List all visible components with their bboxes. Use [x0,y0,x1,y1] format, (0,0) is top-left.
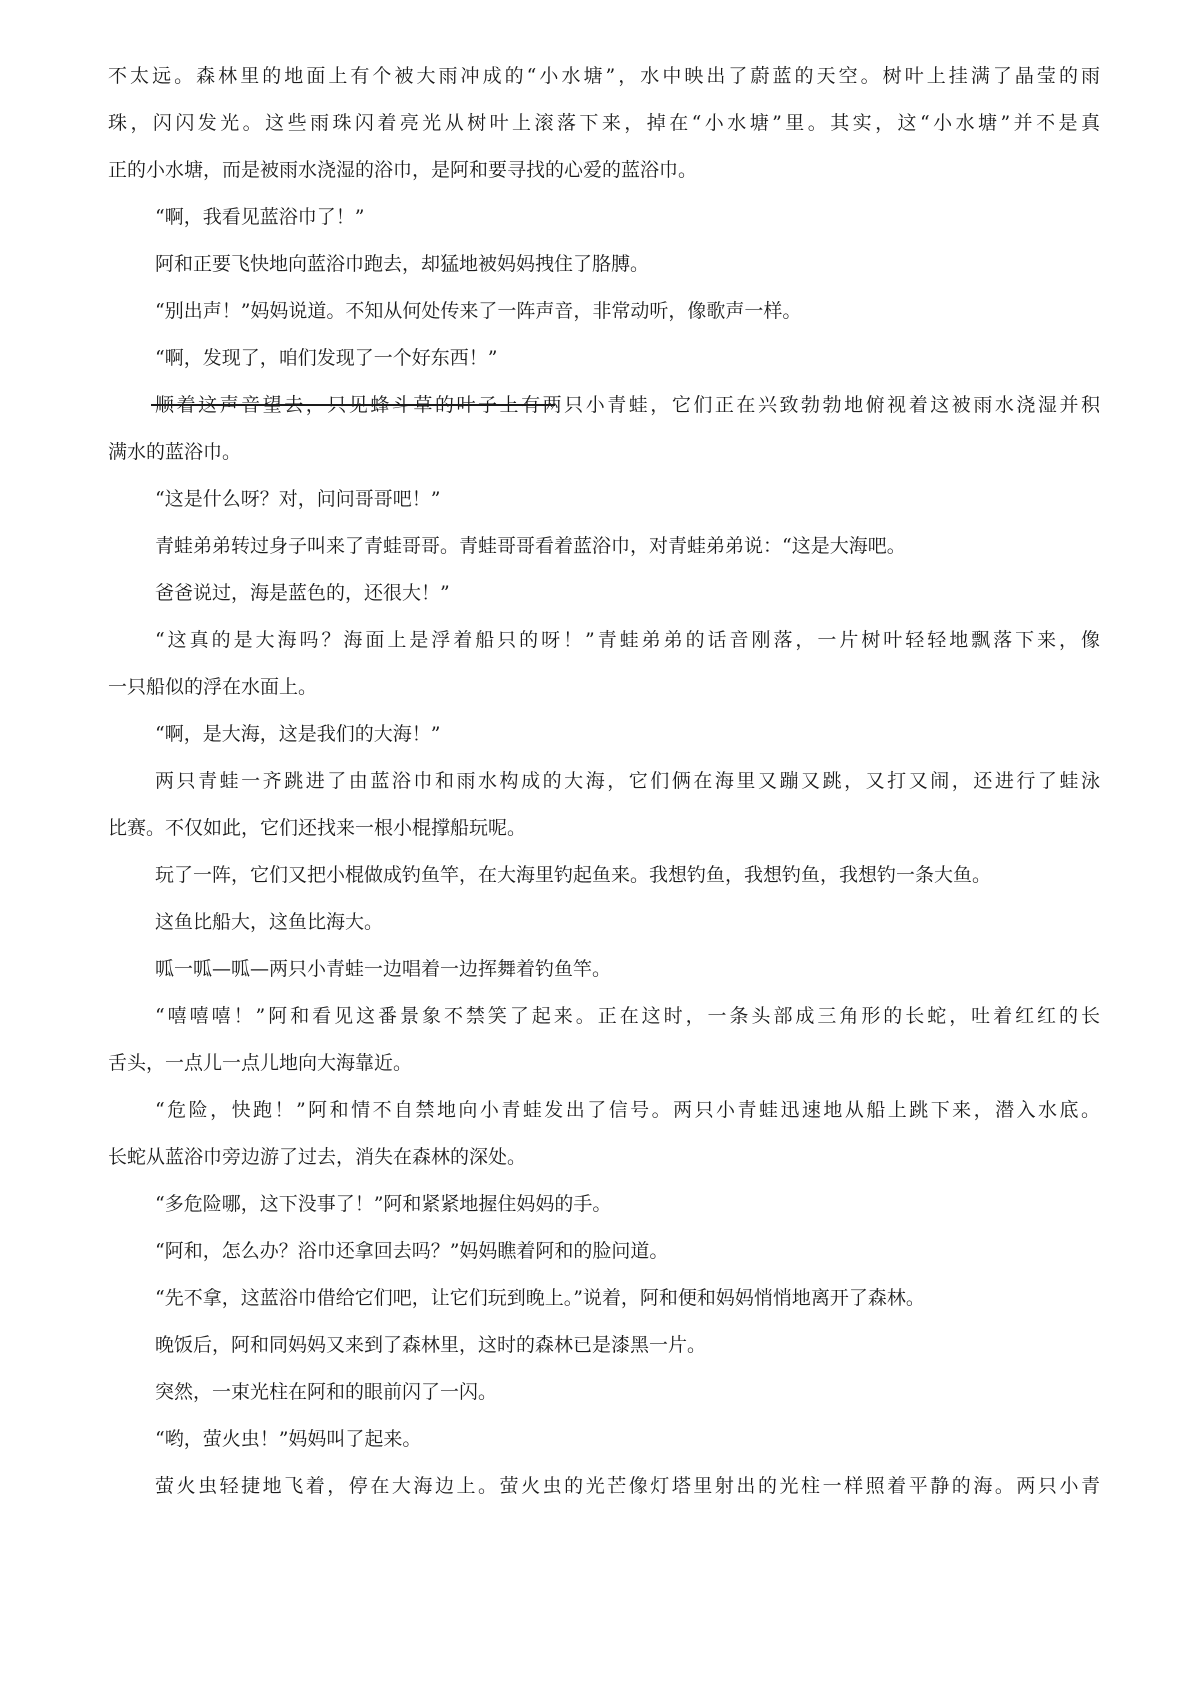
paragraph-line: 长蛇从蓝浴巾旁边游了过去，消失在森林的深处。 [108,1146,527,1168]
paragraph-line: “危险，快跑！”阿和情不自禁地向小青蛙发出了信号。两只小青蛙迅速地从船上跳下来，潜入水底。 [155,1099,1100,1121]
paragraph-line: “先不拿，这蓝浴巾借给它们吧，让它们玩到晚上。”说着，阿和便和妈妈悄悄地离开了森林。 [155,1287,925,1309]
paragraph-line: 一只船似的浮在水面上。 [108,676,318,698]
paragraph-line: “啊，我看见蓝浴巾了！” [155,206,365,228]
paragraph-line: 突然，一束光柱在阿和的眼前闪了一闪。 [155,1381,498,1403]
paragraph-line: 满水的蓝浴巾。 [108,441,242,463]
paragraph-line: “多危险哪，这下没事了！”阿和紧紧地握住妈妈的手。 [155,1193,612,1215]
paragraph-line: “阿和，怎么办？浴巾还拿回去吗？”妈妈瞧着阿和的脸问道。 [155,1240,669,1262]
paragraph-line: “这是什么呀？对，问问哥哥吧！” [155,488,441,510]
paragraph-line: “这真的是大海吗？海面上是浮着船只的呀！”青蛙弟弟的话音刚落，一片树叶轻轻地飘落下来，像 [155,629,1100,651]
paragraph-line: 正的小水塘，而是被雨水浇湿的浴巾，是阿和要寻找的心爱的蓝浴巾。 [108,159,698,181]
paragraph-line: 顺着这声音望去，只见蜂斗草的叶子上有两只小青蛙，它们正在兴致勃勃地俯视着这被雨水浇湿并积 [155,394,1100,416]
paragraph-line: 呱一呱—呱—两只小青蛙一边唱着一边挥舞着钓鱼竿。 [155,958,612,980]
paragraph-line: 晚饭后，阿和同妈妈又来到了森林里，这时的森林已是漆黑一片。 [155,1334,707,1356]
paragraph-line: 舌头，一点儿一点儿地向大海靠近。 [108,1052,413,1074]
paragraph-line: 不太远。森林里的地面上有个被大雨冲成的“小水塘”，水中映出了蔚蓝的天空。树叶上挂满了晶莹的雨 [108,65,1100,87]
paragraph-line: 两只青蛙一齐跳进了由蓝浴巾和雨水构成的大海，它们俩在海里又蹦又跳，又打又闹，还进行了蛙泳 [155,770,1100,792]
paragraph-line: “啊，是大海，这是我们的大海！” [155,723,441,745]
paragraph-line: 玩了一阵，它们又把小棍做成钓鱼竿，在大海里钓起鱼来。我想钓鱼，我想钓鱼，我想钓一条大鱼。 [155,864,992,886]
paragraph-line: “别出声！”妈妈说道。不知从何处传来了一阵声音，非常动听，像歌声一样。 [155,300,802,322]
paragraph-line: 阿和正要飞快地向蓝浴巾跑去，却猛地被妈妈拽住了胳膊。 [155,253,650,275]
paragraph-line: “嘻嘻嘻！”阿和看见这番景象不禁笑了起来。正在这时，一条头部成三角形的长蛇，吐着红红的长 [155,1005,1100,1027]
paragraph-line: 比赛。不仅如此，它们还找来一根小棍撑船玩呢。 [108,817,527,839]
paragraph-line: 这鱼比船大，这鱼比海大。 [155,911,384,933]
paragraph-line: 珠，闪闪发光。这些雨珠闪着亮光从树叶上滚落下来，掉在“小水塘”里。其实，这“小水塘”并不是真 [108,112,1100,134]
paragraph-line: 青蛙弟弟转过身子叫来了青蛙哥哥。青蛙哥哥看着蓝浴巾，对青蛙弟弟说：“这是大海吧。 [155,535,906,557]
paragraph-line: 爸爸说过，海是蓝色的，还很大！” [155,582,450,604]
underlined-sentence: “啊，发现了，咱们发现了一个好东西！” [155,347,498,369]
paragraph-line: “哟，萤火虫！”妈妈叫了起来。 [155,1428,422,1450]
paragraph-line: 萤火虫轻捷地飞着，停在大海边上。萤火虫的光芒像灯塔里射出的光柱一样照着平静的海。两只小青 [155,1475,1100,1497]
